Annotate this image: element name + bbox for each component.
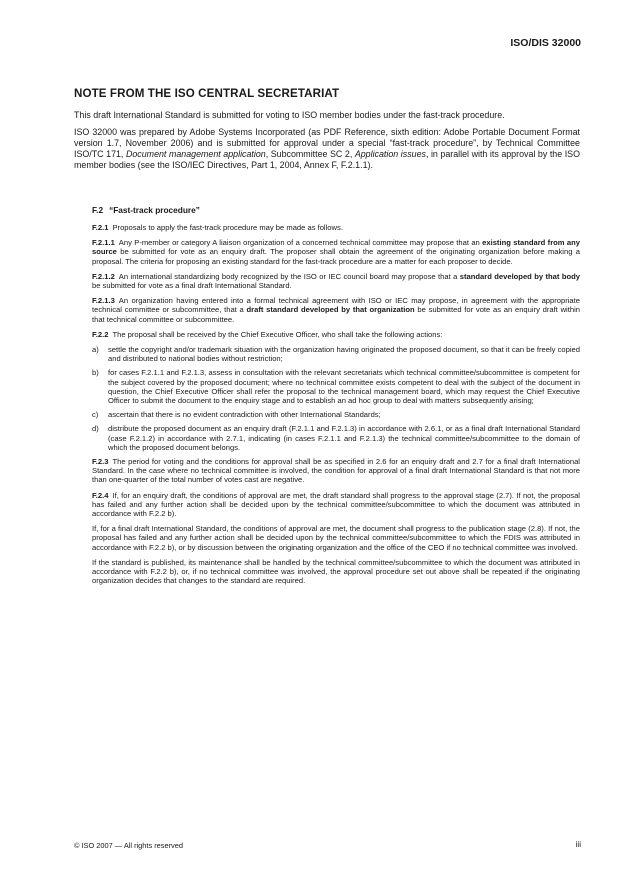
- clause-emphasis: draft standard developed by that organization: [246, 305, 415, 315]
- clause-text: be submitted for vote as an enquiry draft. The proposer shall obtain the agreement of the originating organization before making a proposal. The criteria for proposing an existing standard for the fast-track procedure are a matter for each proposer to decide.: [92, 247, 580, 266]
- clause-emphasis: existing standard from any source: [92, 238, 580, 257]
- clause-text: The proposal shall be received by the Chief Executive Officer, who shall take the following actions:: [112, 329, 443, 339]
- clause-f24: [92, 491, 580, 519]
- list-item: [92, 410, 580, 419]
- copyright-notice: © ISO 2007 — All rights reserved: [74, 841, 183, 850]
- clause-f22: [92, 330, 580, 339]
- intro-paragraph-2: [74, 127, 580, 171]
- section-heading: [92, 205, 580, 215]
- clause-f212: [92, 272, 580, 290]
- intro-text: , Subcommittee SC 2,: [265, 149, 355, 159]
- clause-text: Proposals to apply the fast-track procedure may be made as follows.: [112, 223, 343, 232]
- clause-number: F.2.1: [92, 223, 109, 232]
- clause-emphasis: standard developed by that body: [459, 271, 580, 281]
- subcommittee-title: Application issues: [354, 149, 426, 159]
- clause-text: be submitted for vote as a final draft International Standard.: [92, 281, 292, 291]
- clause-f211: [92, 238, 580, 266]
- list-item: [92, 368, 580, 405]
- list-item-text: ascertain that there is no evident contradiction with other International Standards;: [108, 410, 381, 420]
- list-item-text: for cases F.2.1.1 and F.2.1.3, assess in consultation with the relevant secretariats which technical committee/subcommittee is competent for the subject covered by the proposed document; where no technical committee exists competent to deal with the subject of the document in question, the Chief Executive Officer shall refer the proposal to the technical management board, which may request the Chief Executive Officer to submit the document to the enquiry stage and to establish an ad hoc group to deal with matters subsequently arising;: [108, 368, 580, 406]
- section-title: “Fast-track procedure”: [109, 205, 200, 215]
- list-item-text: settle the copyright and/or trademark situation with the organization having originated the proposed document, so that it can be freely copied and distributed to national bodies without restriction;: [108, 345, 580, 364]
- list-item: [92, 345, 580, 363]
- intro-paragraph-1: This draft International Standard is submitted for voting to ISO member bodies under the fast-track procedure.: [74, 110, 505, 120]
- list-item-label: b): [92, 368, 99, 378]
- intro-block: [74, 110, 580, 177]
- action-list: [92, 345, 580, 452]
- document-reference: ISO/DIS 32000: [510, 37, 581, 49]
- intro-text: ISO 32000 was prepared by Adobe Systems Incorporated (as PDF Reference, sixth edition: Adobe Portable Document Format version 1.7, November 2006) and is submitted for approval under a special “fast-track procedure”, by Technical Committee ISO/TC 171,: [74, 127, 580, 159]
- list-item: [92, 424, 580, 452]
- intro-text: , in parallel with its approval by the ISO member bodies (see the ISO/IEC Directives, Part 1, 2004, Annex F, F.2.1.1).: [74, 149, 580, 170]
- clause-number: F.2.1.3: [92, 296, 115, 306]
- fast-track-section: [92, 205, 580, 592]
- clause-text: An international standardizing body recognized by the ISO or IEC council board may propose that a: [118, 271, 460, 281]
- clause-number: F.2.1.1: [92, 238, 115, 248]
- clause-f21: [92, 223, 580, 232]
- clause-number: F.2.4: [92, 490, 109, 500]
- clause-text: Any P-member or category A liaison organization of a concerned technical committee may propose that an: [118, 238, 483, 248]
- clause-f213: [92, 296, 580, 324]
- clause-number: F.2.3: [92, 457, 109, 467]
- clause-number: F.2.1.2: [92, 271, 115, 281]
- section-number: F.2: [92, 205, 104, 215]
- page-title: NOTE FROM THE ISO CENTRAL SECRETARIAT: [74, 87, 340, 100]
- clause-number: F.2.2: [92, 329, 109, 339]
- clause-text: If, for an enquiry draft, the conditions of approval are met, the draft standard shall progress to the approval stage (2.7). If not, the proposal has failed and any further action shall be decided upon by the technical committee/subcommittee to which the document was attributed in accordance with F.2.2 b).: [92, 490, 580, 519]
- list-item-label: d): [92, 424, 99, 434]
- clause-text: be submitted for vote as an enquiry draft within that technical committee or subcommittee.: [92, 305, 580, 324]
- list-item-label: a): [92, 345, 99, 355]
- page-number: iii: [575, 840, 581, 849]
- maintenance-paragraph: If the standard is published, its maintenance shall be handled by the technical committee/subcommittee to which the document was attributed in accordance with F.2.2 b), or, if no technical committee was involved, the approval procedure set out above shall be repeated if the originating organization decides that changes to the standard are required.: [92, 557, 580, 586]
- committee-title: Document management application: [125, 149, 266, 159]
- final-draft-paragraph: If, for a final draft International Standard, the conditions of approval are met, the document shall progress to the publication stage (2.8). If not, the proposal has failed and any further action shall be decided upon by the technical committee/subcommittee to which the FDIS was attributed in accordance with F.2.2 b), or by discussion between the originating organization and the office of the CEO if no technical committee was involved.: [92, 524, 580, 552]
- clause-f23: [92, 457, 580, 485]
- clause-text: An organization having entered into a formal technical agreement with ISO or IEC may propose, in agreement with the appropriate technical committee or subcommittee, that a: [92, 296, 580, 315]
- list-item-text: distribute the proposed document as an enquiry draft (F.2.1.1 and F.2.1.3) in accordance with 2.6.1, or as a final draft International Standard (case F.2.1.2) in accordance with 2.7.1, indicating (in cases F.2.1.1 and F.2.1.3) the technical committee/subcommittee to the domain of which the proposed document belongs.: [108, 424, 580, 452]
- clause-text: The period for voting and the conditions for approval shall be as specified in 2.6 for an enquiry draft and 2.7 for a final draft International Standard. In the case where no technical committee is involved, the condition for approval of a final draft International Standard is that not more than one-quarter of the total number of votes cast are negative.: [92, 457, 580, 485]
- list-item-label: c): [92, 410, 99, 420]
